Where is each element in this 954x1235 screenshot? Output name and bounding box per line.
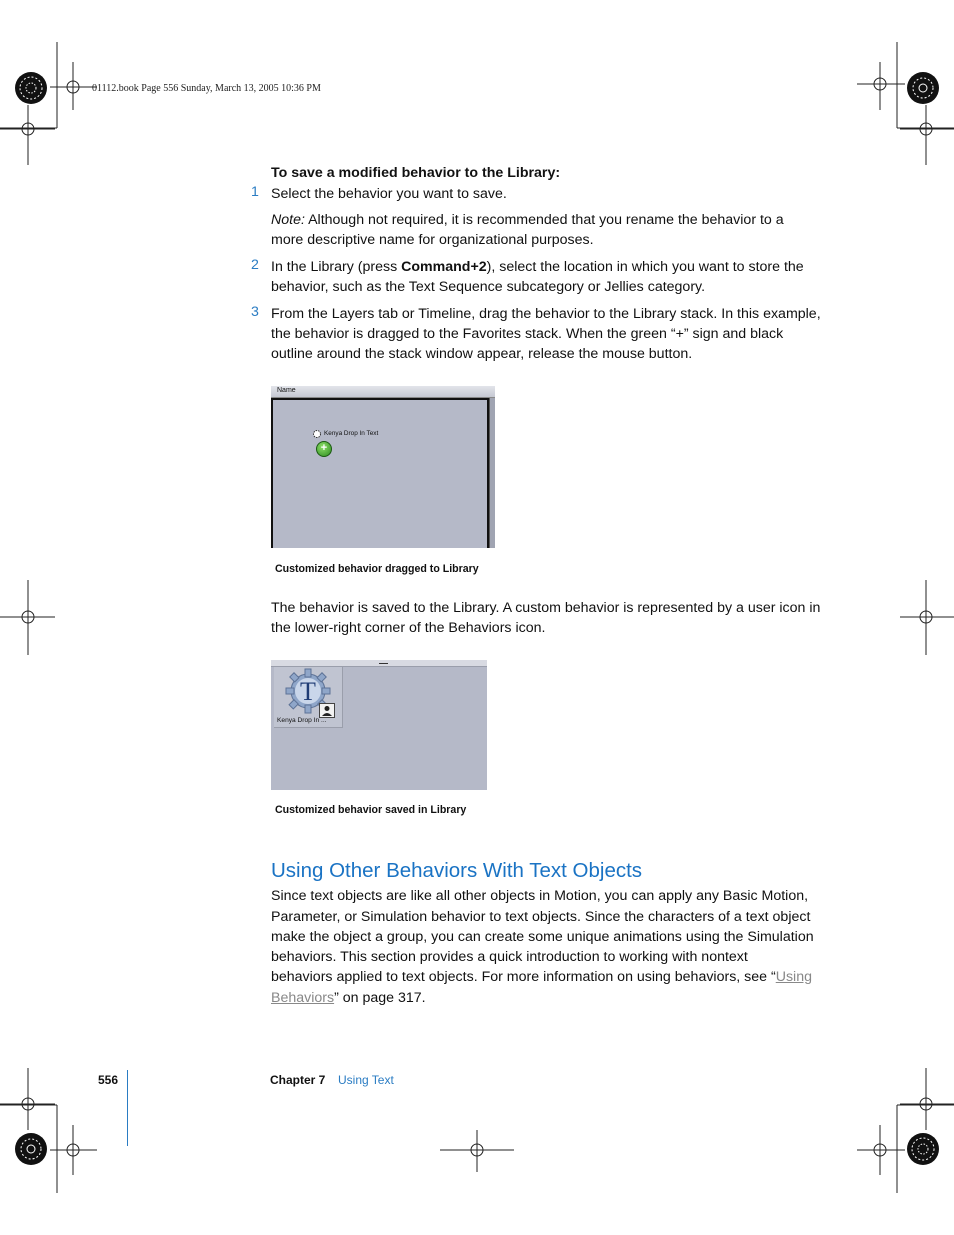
step-text: outline around the stack window appear, release the mouse button. xyxy=(271,346,693,362)
paragraph: Since text objects are like all other objects in Motion, you can apply any Basic Motion, xyxy=(271,888,809,904)
panel-divider xyxy=(271,660,487,667)
text-glyph: T xyxy=(300,677,316,706)
step-text xyxy=(271,257,804,278)
registration-target-icon xyxy=(907,1133,939,1165)
library-drag-screenshot xyxy=(271,386,495,548)
note xyxy=(271,210,784,231)
note-text: Although not required, it is recommended that you rename the behavior to a xyxy=(304,212,784,228)
page-number: 556 xyxy=(98,1073,119,1087)
scrollbar xyxy=(489,398,495,548)
user-icon xyxy=(319,703,335,718)
drag-cursor-icon xyxy=(312,429,322,439)
paragraph xyxy=(271,988,426,1009)
keyboard-shortcut: Command+2 xyxy=(401,259,487,275)
registration-target-icon xyxy=(15,1133,47,1165)
step-number: 3 xyxy=(251,304,259,320)
step-number: 1 xyxy=(251,184,259,200)
behavior-tile-label: Kenya Drop In ... xyxy=(277,717,327,724)
paragraph: Parameter, or Simulation behavior to text objects. Since the characters of a text object xyxy=(271,909,811,925)
note-text: more descriptive name for organizational purposes. xyxy=(271,232,594,248)
print-header: 01112.book Page 556 Sunday, March 13, 2005 10:36 PM xyxy=(92,83,321,94)
footer-rule xyxy=(127,1070,128,1146)
step-number: 2 xyxy=(251,257,259,273)
dragged-behavior-label: Kenya Drop In Text xyxy=(324,430,379,437)
procedure-title: To save a modified behavior to the Library: xyxy=(271,165,561,181)
step-text: the behavior is dragged to the Favorites stack. When the green “+” sign and black xyxy=(271,326,784,342)
stack-drop-outline xyxy=(271,398,489,548)
paragraph: behaviors. This section provides a quick introduction to working with nontext xyxy=(271,949,748,965)
column-header-bar xyxy=(271,386,495,398)
step-text-part: ), select the location in which you want to store the xyxy=(486,259,804,275)
library-saved-screenshot xyxy=(271,660,487,790)
cross-reference-link[interactable]: Using xyxy=(775,969,812,985)
plus-icon: + xyxy=(316,441,332,457)
note-label: Note: xyxy=(271,212,305,228)
registration-target-icon xyxy=(15,72,47,104)
step-text-part: In the Library (press xyxy=(271,259,402,275)
behavior-tile xyxy=(274,667,343,728)
step-text: behavior, such as the Text Sequence subcategory or Jellies category. xyxy=(271,279,706,295)
paragraph xyxy=(271,967,812,988)
chapter-title: Using Text xyxy=(338,1073,394,1087)
paragraph-part: behaviors applied to text objects. For more information on using behaviors, see “ xyxy=(271,969,776,985)
chapter-label: Chapter 7 xyxy=(270,1073,326,1087)
step-text: Select the behavior you want to save. xyxy=(271,186,507,202)
grip-handle xyxy=(379,663,388,664)
paragraph: The behavior is saved to the Library. A custom behavior is represented by a user icon in xyxy=(271,600,821,616)
registration-target-icon xyxy=(907,72,939,104)
section-heading: Using Other Behaviors With Text Objects xyxy=(271,859,643,882)
column-header-name: Name xyxy=(277,387,296,394)
paragraph-part: ” on page 317. xyxy=(334,990,426,1006)
figure-caption: Customized behavior saved in Library xyxy=(275,804,467,816)
paragraph: make the object a group, you can create some unique animations using the Simulation xyxy=(271,929,814,945)
figure-caption: Customized behavior dragged to Library xyxy=(275,563,479,575)
cross-reference-link[interactable]: Behaviors xyxy=(271,990,335,1006)
step-text: From the Layers tab or Timeline, drag the behavior to the Library stack. In this example, xyxy=(271,306,821,322)
paragraph: the lower-right corner of the Behaviors icon. xyxy=(271,620,546,636)
